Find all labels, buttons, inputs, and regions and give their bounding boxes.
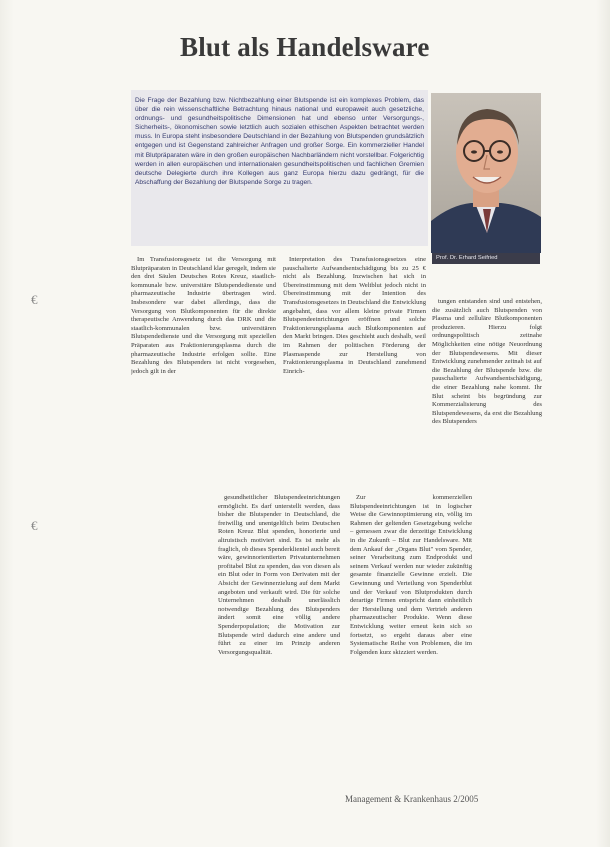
text-column-5: Zur kommerziellen Blutspendeeinrichtungen ist in logischer Weise die Gewinnoptimierung ein, völlig im Rahmen der geltenden Gesetzgebung welche – gemessen zwar die derzeitige Entwicklung in die Zukunft – Blut zur Handelsware. Mit dem Ankauf der „Organs Blut" vom Spender, seiner Verarbeitung zum Endprodukt und seinem Verkauf werden nur wieder zukünftig gesamte finanzielle Gewinne erzielt. Die Gewinnung und Verteilung von Spenderblut und der Verkauf von Blutprodukten durch derartige Firmen entspricht dann einheitlich der Herstellung und dem Vertrieb anderen pharmazeutischer Produkte. Wenn diese Entwicklung weiter erneut kein sich so fortsetzt, so ergeht daraus aber eine Systematische Reihe von Problemen, die im Folgenden kurz skizziert werden.	[350, 494, 472, 656]
article-title: Blut als Handelsware	[180, 32, 430, 62]
lead-box	[131, 90, 428, 246]
publication-footer: Management & Krankenhaus 2/2005	[345, 794, 479, 804]
text-column-1: Im Transfusionsgesetz ist die Versorgung mit Blutpräparaten in Deutschland klar geregelt, indem sie den drei Säulen Deutsches Rotes Kreuz, staatlich-kommunale bzw. universitäre Blutspendedienste und pharmazeutische Industrie übertragen wird. Insbesondere war dabei allerdings, dass die Versorgung von Blutkomponenten für die direkte therapeutische Anwendung durch das DRK und die staatlich-kommunalen bzw. universitären Blutspendedienste und die Versorgung mit speziellen Präparaten aus Fraktionierungsplasma durch die pharmazeutische Industrie erfolgen sollte. Eine Bezahlung des Blutspenders ist nicht vorgesehen, jedoch gilt in der	[131, 256, 276, 375]
lead-paragraph: Die Frage der Bezahlung bzw. Nichtbezahlung einer Blutspende ist ein komplexes Problem, das über die rein wissenschaftliche Betrachtung hinaus national und europaweit auch gesetzliche, ordnungs- und gesundheitspolitische Dimensionen hat und ebenso unter Versorgungs-, Sicherheits-, ökonomischen sowie letztlich auch sozialen ethischen Aspekten betrachtet werden muss. In Europa steht insbesondere Deutschland in der Bezahlung von Blutspenden grundsätzlich entgegen und ist Gegenstand zahlreicher Anfragen und großer Sorge. Ein kommerzieller Handel mit Blutpräparaten wäre in den großen europäischen Nachbarländern nicht vorstellbar. Folgerichtig werden in allen europäischen und internationalen gesundheitspolitischen und fachlichen Gremien deutsche Delegierte durch ihre Kollegen aus ganz Europa hierzu dazu gedrängt, für die Abschaffung der Bezahlung der Blutspende Sorge zu tragen.	[135, 97, 424, 186]
text-column-3: tungen entstanden sind und entstehen, die zusätzlich auch Blutspenden von Plasma und zelluläre Blutkomponenten produzieren. Hierzu folgt ordnungspolitisch zeitnahe Möglichkeiten eine nötige Neuordnung der Blutspendewesens. Mit dieser Entwicklung zunehmender zeitnah ist auf die Bezahlung der Blutspende bzw. die pauschalierte Aufwandsentschädigung, die einer Bezahlung nahe kommt. Ihr Blut scheint bis begründung zur Kommerzialisierung des Blutspendewesens, da erst die Bezahlung des Blutspenders	[432, 298, 542, 426]
portrait-photo	[431, 93, 541, 253]
photo-caption: Prof. Dr. Erhard Seifried	[432, 253, 540, 264]
author-portrait	[431, 93, 541, 253]
text-column-4: gesundheitlicher Blutspendeeinrichtungen ermöglicht. Es darf unterstellt werden, dass bisher die Blutspender in Deutschland, die freiwillig und unentgeltlich beim Deutschen Roten Kreuz Blut spenden, honorierte und altruistisch motiviert sind. Es ist mehr als fraglich, ob dieses Spenderklientel auch bereit wäre, gewinnorientierten Privatunternehmen profitabel Blut zu spenden, das von diesen als ein Blut oder in Form von Derivaten mit der Absicht der Gewinnerzielung auf dem Markt angeboten und verkauft wird. Die für solche Unternehmen deshalb unerlässlich notwendige Bezahlung des Blutspenders ändert somit eine völlig andere Spenderpopulation; die Motivation zur Blutspende wird dadurch eine andere und führt zu einer im Prinzip anderen Versorgungsqualität.	[218, 494, 340, 656]
margin-mark-lower: €	[31, 518, 38, 533]
text-column-2: Interpretation des Transfusionsgesetzes eine pauschalierte Aufwandsentschädigung bis zu 25 € nicht als Bezahlung. Inzwischen hat sich in Übereinstimmung mit dem Weltblut jedoch nicht in Übereinstimmung mit der Intention des Transfusionsgesetzes in Deutschland die Entwicklung angebahnt, dass vor allem kleine private Firmen Blutspendeeinrichtungen eröffnen und solche Fraktionierungsplasma auch Blutkomponenten auf den Markt bringen. Dies geschieht auch deshalb, weil im Rahmen der politischen Förderung der Plasmaspende zur Herstellung von Fraktionierungsplasma in Deutschland zunehmend Einrich-	[283, 256, 426, 375]
margin-mark-upper: €	[31, 292, 38, 307]
